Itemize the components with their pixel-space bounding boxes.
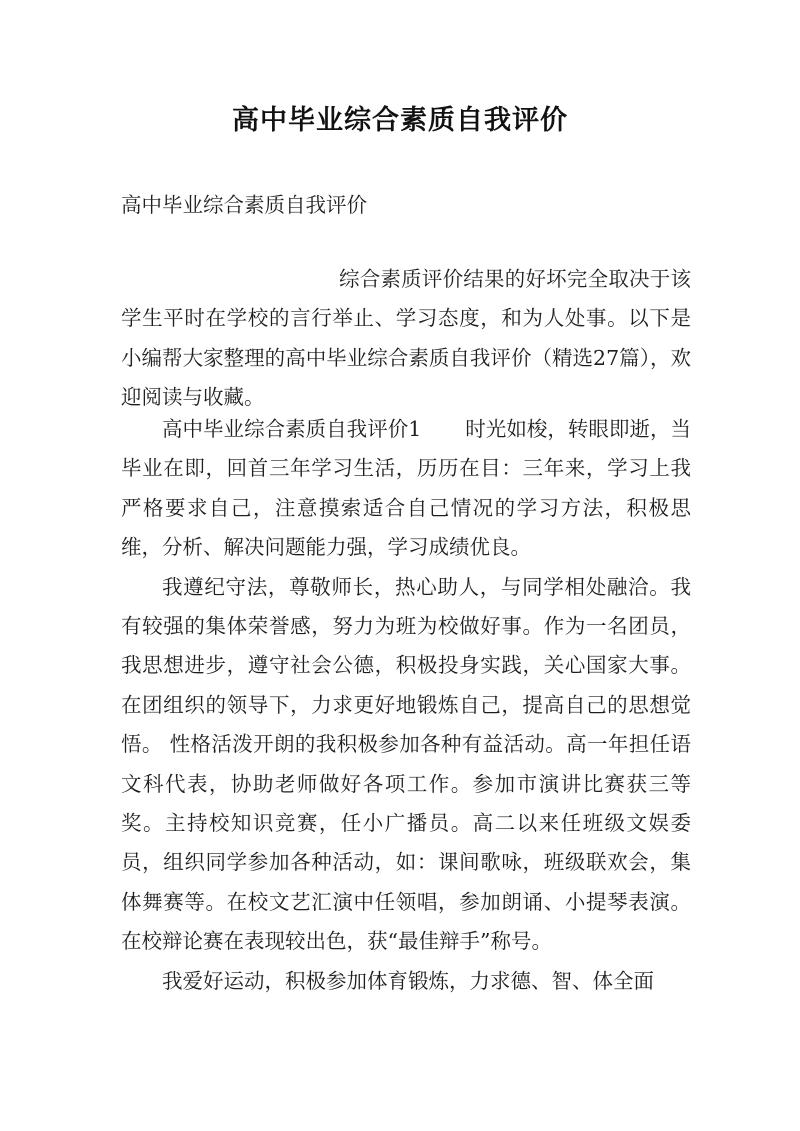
paragraph-1 bbox=[121, 410, 691, 568]
document-title: 高中毕业综合素质自我评价 bbox=[232, 105, 568, 136]
document-subtitle: 高中毕业综合素质自我评价 bbox=[121, 193, 367, 217]
section-heading-1: 高中毕业综合素质自我评价1 bbox=[162, 417, 422, 441]
intro-paragraph: 综合素质评价结果的好坏完全取决于该学生平时在学校的言行举止、学习态度，和为人处事。以下是小编帮大家整理的高中毕业综合素质自我评价（精选27篇），欢迎阅读与收藏。 bbox=[121, 267, 691, 410]
paragraph-2: 我遵纪守法，尊敬师长，热心助人，与同学相处融洽。我有较强的集体荣誉感，努力为班为校做好事。作为一名团员，我思想进步，遵守社会公德，积极投身实践，关心国家大事。在团组织的领导下，力求更好地锻炼自己，提高自己的思想觉悟。 性格活泼开朗的我积极参加各种有益活动。高一年担任语文科代表，协助老师做好各项工作。参加市演讲比赛获三等奖。主持校知识竞赛，任小广播员。高二以来任班级文娱委员，组织同学参加各种活动，如：课间歌咏，班级联欢会，集体舞赛等。在校文艺汇演中任领唱，参加朗诵、小提琴表演。在校辩论赛在表现较出色，获“最佳辩手”称号。 bbox=[121, 574, 691, 954]
paragraph-3: 我爱好运动，积极参加体育锻炼，力求德、智、体全面 bbox=[162, 968, 654, 993]
paragraph-1-text: 时光如梭，转眼即逝，当毕业在即，回首三年学习生活，历历在目：三年来，学习上我严格要求自己，注意摸索适合自己情况的学习方法，积极思维，分析、解决问题能力强，学习成绩优良。 bbox=[121, 417, 691, 560]
main-body bbox=[121, 410, 691, 1001]
